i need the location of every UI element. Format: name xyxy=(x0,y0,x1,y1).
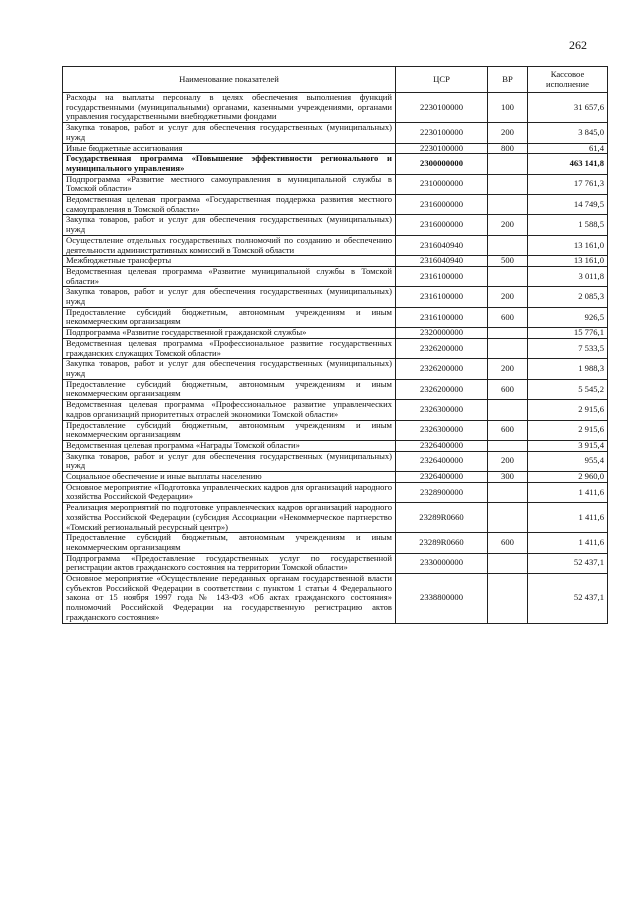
table-row xyxy=(63,328,608,339)
table-row xyxy=(63,472,608,483)
cell-amount: 3 845,0 xyxy=(528,123,608,143)
cell-csr: 2326300000 xyxy=(396,420,488,440)
cell-csr: 2316000000 xyxy=(396,215,488,235)
cell-name: Закупка товаров, работ и услуг для обеспечения государственных (муниципальных) нужд xyxy=(63,287,396,307)
cell-amount: 2 085,3 xyxy=(528,287,608,307)
cell-name: Ведомственная целевая программа «Государственная поддержка развития местного самоуправления в Томской области» xyxy=(63,195,396,215)
cell-vr xyxy=(488,574,528,624)
cell-csr: 2326200000 xyxy=(396,379,488,399)
cell-amount: 2 915,6 xyxy=(528,420,608,440)
table-row xyxy=(63,154,608,174)
table-row xyxy=(63,93,608,123)
cell-vr: 200 xyxy=(488,287,528,307)
cell-amount: 52 437,1 xyxy=(528,574,608,624)
cell-amount: 13 161,0 xyxy=(528,235,608,255)
cell-csr: 2326400000 xyxy=(396,440,488,451)
cell-amount: 31 657,6 xyxy=(528,93,608,123)
table-row xyxy=(63,359,608,379)
table-row xyxy=(63,195,608,215)
cell-csr: 2316040940 xyxy=(396,256,488,267)
cell-csr: 2316100000 xyxy=(396,287,488,307)
cell-vr xyxy=(488,503,528,533)
cell-name: Предоставление субсидий бюджетным, автономным учреждениям и иным некоммерческим организациям xyxy=(63,420,396,440)
cell-amount: 1 411,6 xyxy=(528,482,608,502)
header-name: Наименование показателей xyxy=(63,67,396,93)
cell-vr: 300 xyxy=(488,472,528,483)
cell-name: Ведомственная целевая программа «Развитие муниципальной службы в Томской области» xyxy=(63,266,396,286)
page-number: 262 xyxy=(569,38,587,52)
cell-name: Подпрограмма «Предоставление государственных услуг по государственной регистрации актов гражданского состояния на территории Томской области» xyxy=(63,553,396,573)
cell-vr xyxy=(488,174,528,194)
cell-amount: 926,5 xyxy=(528,307,608,327)
table-row xyxy=(63,379,608,399)
cell-csr: 2316000000 xyxy=(396,195,488,215)
cell-csr: 2230100000 xyxy=(396,143,488,154)
cell-amount: 5 545,2 xyxy=(528,379,608,399)
cell-csr: 2230100000 xyxy=(396,93,488,123)
cell-name: Ведомственная целевая программа «Профессиональное развитие управленческих кадров организаций приоритетных отраслей экономики Томской области» xyxy=(63,400,396,420)
cell-amount: 2 915,6 xyxy=(528,400,608,420)
cell-vr xyxy=(488,482,528,502)
cell-name: Закупка товаров, работ и услуг для обеспечения государственных (муниципальных) нужд xyxy=(63,215,396,235)
cell-amount: 1 988,3 xyxy=(528,359,608,379)
cell-csr: 2316040940 xyxy=(396,235,488,255)
cell-name: Реализация мероприятий по подготовке управленческих кадров организаций народного хозяйства Российской Федерации (субсидия Ассоциации «Некоммерческое партнерство «Томский региональный ресурсный центр») xyxy=(63,503,396,533)
table-row xyxy=(63,553,608,573)
cell-csr: 2330000000 xyxy=(396,553,488,573)
cell-amount: 1 411,6 xyxy=(528,533,608,553)
cell-amount: 7 533,5 xyxy=(528,338,608,358)
cell-csr: 2326200000 xyxy=(396,338,488,358)
cell-amount: 52 437,1 xyxy=(528,553,608,573)
table-row xyxy=(63,451,608,471)
table-row xyxy=(63,287,608,307)
cell-csr: 23289R0660 xyxy=(396,533,488,553)
cell-name: Межбюджетные трансферты xyxy=(63,256,396,267)
table-row xyxy=(63,266,608,286)
cell-name: Подпрограмма «Развитие государственной гражданской службы» xyxy=(63,328,396,339)
cell-vr xyxy=(488,266,528,286)
cell-name: Государственная программа «Повышение эффективности регионального и муниципального управления» xyxy=(63,154,396,174)
cell-amount: 14 749,5 xyxy=(528,195,608,215)
cell-name: Предоставление субсидий бюджетным, автономным учреждениям и иным некоммерческим организациям xyxy=(63,379,396,399)
cell-csr: 2316100000 xyxy=(396,307,488,327)
cell-vr: 600 xyxy=(488,420,528,440)
cell-amount: 15 776,1 xyxy=(528,328,608,339)
cell-name: Расходы на выплаты персоналу в целях обеспечения выполнения функций государственными (муниципальными) органами, казенными учреждениями, органами управления государственными внебюджетными фондами xyxy=(63,93,396,123)
table-row xyxy=(63,256,608,267)
cell-vr: 200 xyxy=(488,123,528,143)
cell-csr: 2230100000 xyxy=(396,123,488,143)
cell-vr: 100 xyxy=(488,93,528,123)
table-row xyxy=(63,215,608,235)
cell-name: Основное мероприятие «Осуществление переданных органам государственной власти субъектов Российской Федерации в соответствии с пунктом 1 статьи 4 Федерального закона от 15 ноября 1997 года № 143-ФЗ «Об актах гражданского состояния» полномочий Российской Федерации на государственную регистрацию актов гражданского состояния» xyxy=(63,574,396,624)
cell-name: Ведомственная целевая программа «Награды Томской области» xyxy=(63,440,396,451)
cell-vr: 600 xyxy=(488,307,528,327)
cell-vr: 800 xyxy=(488,143,528,154)
cell-name: Социальное обеспечение и иные выплаты населению xyxy=(63,472,396,483)
cell-name: Подпрограмма «Развитие местного самоуправления в муниципальной службы в Томской области» xyxy=(63,174,396,194)
header-csr: ЦСР xyxy=(396,67,488,93)
cell-amount: 463 141,8 xyxy=(528,154,608,174)
cell-vr: 500 xyxy=(488,256,528,267)
cell-vr xyxy=(488,440,528,451)
table-row xyxy=(63,482,608,502)
cell-vr xyxy=(488,235,528,255)
cell-csr: 2316100000 xyxy=(396,266,488,286)
table-row xyxy=(63,123,608,143)
table-row xyxy=(63,440,608,451)
cell-vr xyxy=(488,154,528,174)
cell-name: Предоставление субсидий бюджетным, автономным учреждениям и иным некоммерческим организациям xyxy=(63,307,396,327)
cell-csr: 2326400000 xyxy=(396,472,488,483)
table-row xyxy=(63,533,608,553)
cell-amount: 1 588,5 xyxy=(528,215,608,235)
cell-amount: 3 011,8 xyxy=(528,266,608,286)
cell-name: Основное мероприятие «Подготовка управленческих кадров для организаций народного хозяйства Российской Федерации» xyxy=(63,482,396,502)
cell-csr: 2326300000 xyxy=(396,400,488,420)
cell-vr: 200 xyxy=(488,451,528,471)
cell-name: Иные бюджетные ассигнования xyxy=(63,143,396,154)
table-row xyxy=(63,400,608,420)
table-header-row xyxy=(63,67,608,93)
table-row xyxy=(63,574,608,624)
cell-name: Закупка товаров, работ и услуг для обеспечения государственных (муниципальных) нужд xyxy=(63,359,396,379)
table-row xyxy=(63,503,608,533)
cell-vr: 600 xyxy=(488,533,528,553)
table-row xyxy=(63,235,608,255)
table-row xyxy=(63,174,608,194)
table-row xyxy=(63,420,608,440)
cell-csr: 2326200000 xyxy=(396,359,488,379)
cell-csr: 2310000000 xyxy=(396,174,488,194)
cell-csr: 2320000000 xyxy=(396,328,488,339)
cell-vr: 200 xyxy=(488,215,528,235)
cell-amount: 1 411,6 xyxy=(528,503,608,533)
cell-csr: 2300000000 xyxy=(396,154,488,174)
cell-vr xyxy=(488,328,528,339)
cell-vr xyxy=(488,553,528,573)
cell-name: Осуществление отдельных государственных полномочий по созданию и обеспечению деятельности административных комиссий в Томской области xyxy=(63,235,396,255)
table-body xyxy=(63,93,608,624)
cell-amount: 2 960,0 xyxy=(528,472,608,483)
cell-name: Закупка товаров, работ и услуг для обеспечения государственных (муниципальных) нужд xyxy=(63,451,396,471)
cell-vr xyxy=(488,338,528,358)
cell-amount: 955,4 xyxy=(528,451,608,471)
cell-name: Закупка товаров, работ и услуг для обеспечения государственных (муниципальных) нужд xyxy=(63,123,396,143)
cell-amount: 61,4 xyxy=(528,143,608,154)
cell-name: Ведомственная целевая программа «Профессиональное развитие государственных гражданских служащих Томской области» xyxy=(63,338,396,358)
cell-amount: 13 161,0 xyxy=(528,256,608,267)
budget-execution-table xyxy=(62,66,608,624)
table-row xyxy=(63,338,608,358)
table-row xyxy=(63,143,608,154)
cell-vr: 600 xyxy=(488,379,528,399)
cell-csr: 2326400000 xyxy=(396,451,488,471)
cell-name: Предоставление субсидий бюджетным, автономным учреждениям и иным некоммерческим организациям xyxy=(63,533,396,553)
cell-csr: 23289R0660 xyxy=(396,503,488,533)
header-amount: Кассовое исполнение xyxy=(528,67,608,93)
cell-csr: 2338800000 xyxy=(396,574,488,624)
cell-amount: 3 915,4 xyxy=(528,440,608,451)
cell-vr xyxy=(488,400,528,420)
cell-vr: 200 xyxy=(488,359,528,379)
cell-vr xyxy=(488,195,528,215)
table-row xyxy=(63,307,608,327)
cell-csr: 2328900000 xyxy=(396,482,488,502)
cell-amount: 17 761,3 xyxy=(528,174,608,194)
header-vr: ВР xyxy=(488,67,528,93)
